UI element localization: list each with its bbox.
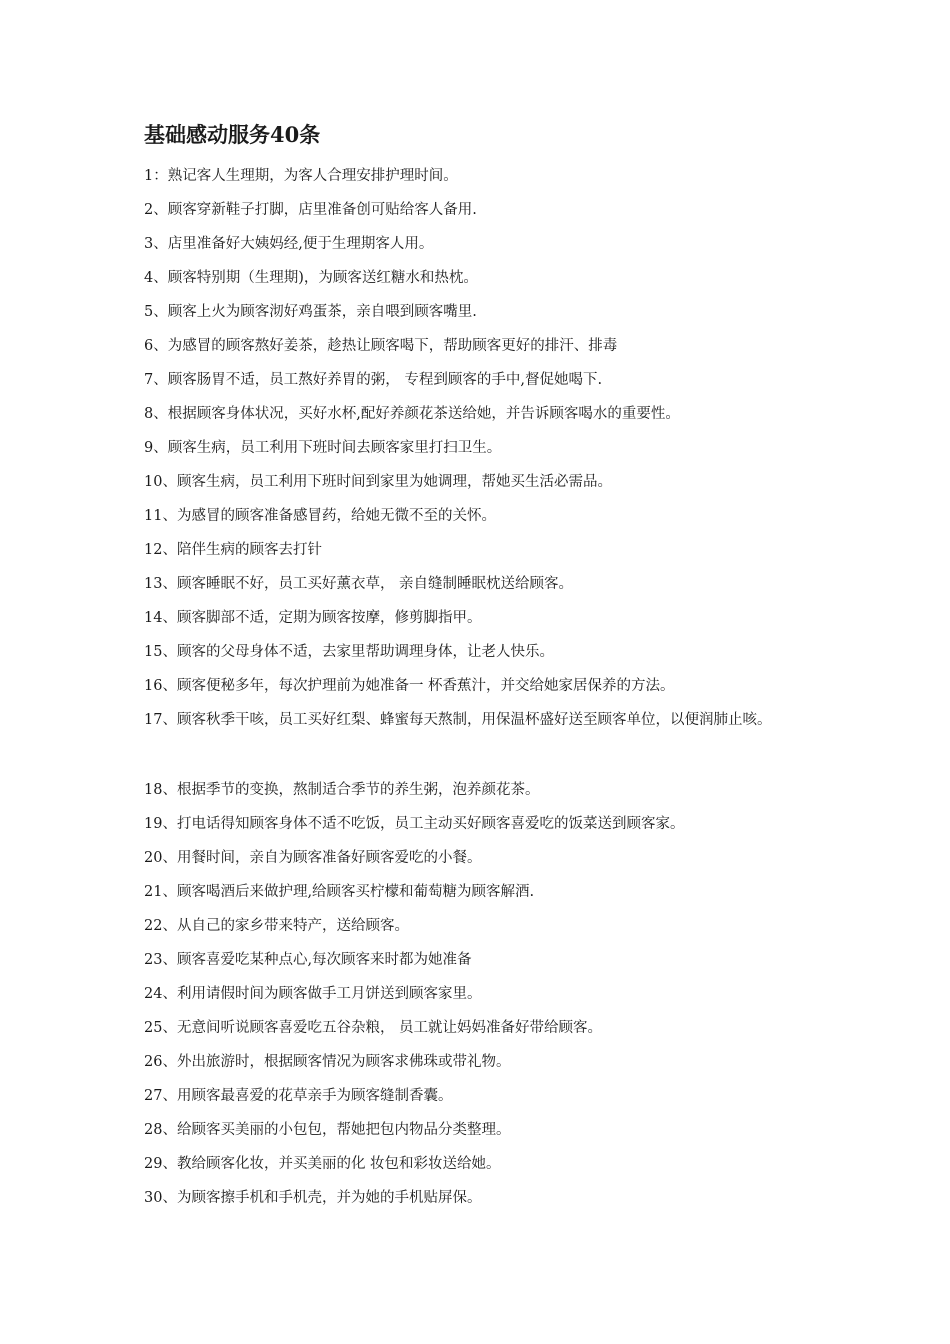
list-item: 26、外出旅游时，根据顾客情况为顾客求佛珠或带礼物。 xyxy=(144,1054,511,1070)
list-item: 7、顾客肠胃不适，员工熬好养胃的粥， 专程到顾客的手中,督促她喝下. xyxy=(144,372,603,388)
list-item: 25、无意间听说顾客喜爱吃五谷杂粮， 员工就让妈妈准备好带给顾客。 xyxy=(144,1020,603,1036)
service-list xyxy=(144,159,814,1215)
list-item: 15、顾客的父母身体不适，去家里帮助调理身体，让老人快乐。 xyxy=(144,644,554,660)
list-item: 8、根据顾客身体状况，买好水杯,配好养颜花茶送给她，并告诉顾客喝水的重要性。 xyxy=(144,406,680,422)
list-item: 14、顾客脚部不适，定期为顾客按摩，修剪脚指甲。 xyxy=(144,610,482,626)
list-item: 13、顾客睡眠不好，员工买好薰衣草， 亲自缝制睡眠枕送给顾客。 xyxy=(144,576,574,592)
list-item: 22、从自己的家乡带来特产，送给顾客。 xyxy=(144,918,409,934)
list-item: 5、顾客上火为顾客沏好鸡蛋茶，亲自喂到顾客嘴里. xyxy=(144,304,477,320)
list-item: 17、顾客秋季干咳，员工买好红梨、蜂蜜每天熬制，用保温杯盛好送至顾客单位，以便润肺止咳。 xyxy=(144,712,772,728)
list-item: 28、给顾客买美丽的小包包，帮她把包内物品分类整理。 xyxy=(144,1122,511,1138)
list-item: 27、用顾客最喜爱的花草亲手为顾客缝制香囊。 xyxy=(144,1088,453,1104)
list-item: 6、为感冒的顾客熬好姜茶，趁热让顾客喝下，帮助顾客更好的排汗、排毒 xyxy=(144,338,618,354)
list-item: 20、用餐时间，亲自为顾客准备好顾客爱吃的小餐。 xyxy=(144,850,482,866)
list-item: 9、顾客生病，员工利用下班时间去顾客家里打扫卫生。 xyxy=(144,440,502,456)
list-item: 10、顾客生病，员工利用下班时间到家里为她调理，帮她买生活必需品。 xyxy=(144,474,612,490)
list-item: 29、教给顾客化妆，并买美丽的化 妆包和彩妆送给她。 xyxy=(144,1156,501,1172)
list-item: 19、打电话得知顾客身体不适不吃饭，员工主动买好顾客喜爱吃的饭菜送到顾客家。 xyxy=(144,816,685,832)
list-item: 16、顾客便秘多年，每次护理前为她准备一 杯香蕉汁，并交给她家居保养的方法。 xyxy=(144,678,675,694)
list-item: 2、顾客穿新鞋子打脚，店里准备创可贴给客人备用. xyxy=(144,202,477,218)
list-item: 1：熟记客人生理期，为客人合理安排护理时间。 xyxy=(144,168,458,184)
list-item: 11、为感冒的顾客准备感冒药，给她无微不至的关怀。 xyxy=(144,508,496,524)
list-item: 24、利用请假时间为顾客做手工月饼送到顾客家里。 xyxy=(144,986,482,1002)
document-title: 基础感动服务40条 xyxy=(144,122,321,147)
list-item: 18、根据季节的变换，熬制适合季节的养生粥，泡养颜花茶。 xyxy=(144,782,540,798)
list-item: 21、顾客喝酒后来做护理,给顾客买柠檬和葡萄糖为顾客解酒. xyxy=(144,884,535,900)
list-item: 23、顾客喜爱吃某种点心,每次顾客来时都为她准备 xyxy=(144,952,472,968)
list-item: 4、顾客特别期（生理期)，为顾客送红糖水和热枕。 xyxy=(144,270,478,286)
list-item: 30、为顾客擦手机和手机壳，并为她的手机贴屏保。 xyxy=(144,1190,482,1206)
list-item: 3、店里准备好大姨妈经,便于生理期客人用。 xyxy=(144,236,434,252)
list-item: 12、陪伴生病的顾客去打针 xyxy=(144,542,322,558)
